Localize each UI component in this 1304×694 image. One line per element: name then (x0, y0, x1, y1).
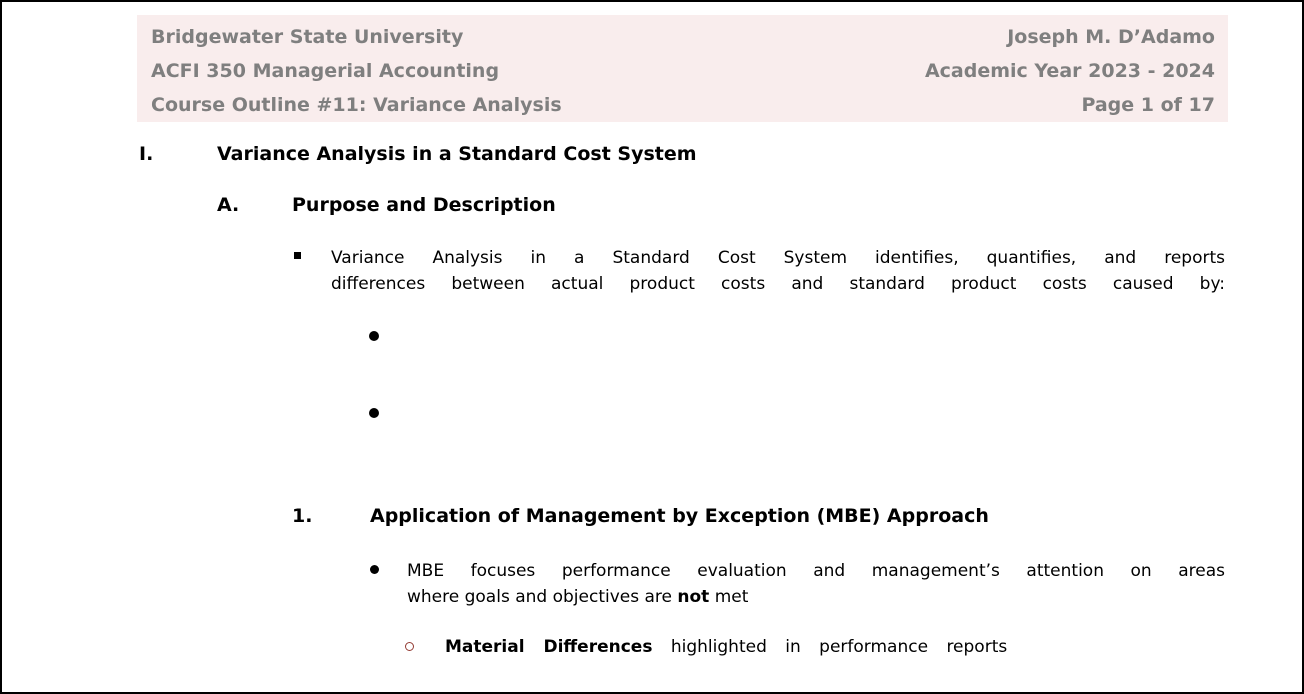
subsection-letter-A: A. (217, 194, 240, 216)
mbe-line-2-pre: where goals and objectives are (407, 587, 678, 607)
header-right-column (925, 20, 1215, 122)
header-author: Joseph M. D’Adamo (1007, 26, 1215, 48)
header-course: ACFI 350 Managerial Accounting (151, 60, 500, 82)
empty-bullet-2-icon (369, 408, 379, 418)
item-title-1: Application of Management by Exception (MBE) Approach (370, 505, 989, 527)
subsection-title-A: Purpose and Description (292, 194, 556, 216)
causes-line-1: Variance Analysis in a Standard Cost System identifies, quantifies, and reports (331, 248, 1225, 268)
material-bullet-icon (405, 642, 414, 651)
causes-paragraph (331, 245, 1225, 297)
item-number-1: 1. (292, 505, 313, 527)
section-title-I: Variance Analysis in a Standard Cost System (217, 143, 697, 165)
mbe-line-2 (407, 584, 1225, 610)
header-academic-year: Academic Year 2023 - 2024 (924, 60, 1215, 82)
mbe-paragraph (407, 558, 1225, 610)
mbe-line-2-bold: not (677, 587, 710, 607)
page-header (137, 15, 1228, 122)
causes-line-2: differences between actual product costs and standard product costs caused by: (331, 274, 1225, 294)
mbe-line-1: MBE focuses performance evaluation and management’s attention on areas (407, 561, 1225, 581)
section-number-I: I. (139, 143, 154, 165)
square-bullet-icon (294, 252, 301, 259)
header-outline-title: Course Outline #11: Variance Analysis (151, 94, 562, 116)
material-rest-text: highlighted in performance reports (652, 637, 1008, 657)
header-left-column (151, 20, 562, 122)
material-line (445, 634, 1007, 660)
header-university: Bridgewater State University (151, 26, 464, 48)
empty-bullet-1-icon (369, 331, 379, 341)
mbe-bullet-icon (370, 565, 379, 574)
mbe-line-2-post: met (709, 587, 749, 607)
header-page-number: Page 1 of 17 (1081, 94, 1215, 116)
material-bold-text: Material Differences (445, 637, 653, 657)
